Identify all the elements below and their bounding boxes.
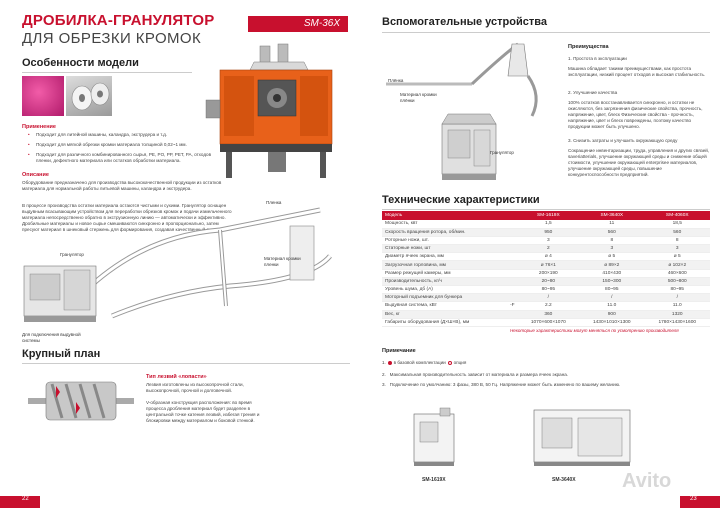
table-cell: Роторные ножи, шт. xyxy=(382,236,518,244)
table-cell: 1070×600×1070 xyxy=(518,318,579,326)
table-cell: 2.2 xyxy=(518,302,579,310)
table-cell: / xyxy=(645,294,711,302)
aux-label-film: Плёнка xyxy=(388,78,404,83)
table-cell: 1780×1430×1600 xyxy=(645,318,711,326)
table-cell: 11 xyxy=(579,220,644,228)
table-cell: 11.0 xyxy=(579,302,644,310)
application-item: • Подходит для мягкой обрезки кромки материала толщиной 0,02~1 мм. xyxy=(26,142,201,148)
table-cell: 1430×1010×1300 xyxy=(579,318,644,326)
table-cell: 500~800 xyxy=(645,277,711,285)
table-cell: ø 102×2 xyxy=(645,261,711,269)
table-cell: Выдувная система, кВт -F xyxy=(382,302,518,310)
diagram-label-film: Пленка xyxy=(266,200,282,205)
table-cell: 950 xyxy=(518,228,579,236)
adv-2-title: 2. Улучшение качества xyxy=(568,90,618,95)
table-row xyxy=(382,269,710,277)
table-cell: 11.0 xyxy=(645,302,711,310)
table-row xyxy=(382,310,710,318)
table-cell: ø 89×2 xyxy=(579,261,644,269)
note-2: 2. Максимальная производительность зависит от материала и размера ячеек экрана. xyxy=(382,372,569,377)
table-header: Модель xyxy=(382,211,518,220)
footer-bar xyxy=(680,496,720,508)
table-cell: Размер режущей камеры, мм xyxy=(382,269,518,277)
adv-1-title: 1. Простота в эксплуатации xyxy=(568,56,627,61)
table-cell: 8 xyxy=(579,236,644,244)
footer-bar xyxy=(0,496,40,508)
divider xyxy=(382,209,710,210)
table-cell: 8 xyxy=(645,236,711,244)
table-cell: Загрузочная горловина, мм xyxy=(382,261,518,269)
notes-heading: Примечание xyxy=(382,348,416,354)
aux-label-material: Материал кромки плёнки xyxy=(400,92,437,103)
table-cell: Статорные ножи, шт xyxy=(382,245,518,253)
application-item: • Подходит для различного комбинированного сырья, PE, PO, PP, PET, PA, отходов пленки, дефектного материала или остатков обработки материала. xyxy=(26,152,216,164)
table-row xyxy=(382,236,710,244)
application-heading: Применение xyxy=(22,124,56,130)
table-row xyxy=(382,253,710,261)
adv-2-text: 100% остатков восстанавливается синхронно, и остатки не окисляются, без загрязнения физические свойства, прочность, напряжение, цвет, блеск Физические свойства - прочность, напряжение, цвет и блеск повреждены, поэтому качество продукции может быть улучшено. xyxy=(568,100,703,129)
divider xyxy=(382,32,710,33)
process-diagram xyxy=(20,196,350,340)
diagram-label-material: Материал кромки пленки xyxy=(264,256,301,267)
adv-1-text: Машина обладает такими преимуществами, как простота эксплуатации, низкий процент отходов и высокая стабильность. xyxy=(568,66,706,77)
table-cell: 460×600 xyxy=(645,269,711,277)
application-item: • Подходит для литейной машины, каландра, экструдера и т.д. xyxy=(26,132,201,138)
pink-granules-photo xyxy=(22,76,64,116)
table-cell: Мощность, квт xyxy=(382,220,518,228)
watermark: Avito xyxy=(622,470,672,492)
blade-p1: Лезвия изготовлены из высокопрочной стали, высокопрочной, прочной и долговечной. xyxy=(146,382,244,393)
divider xyxy=(22,363,350,364)
description-p2: В процессе производства остатки материала остаются чистыми и сухими. Гранулятор оснащен выдувным всасывающим устройством для переработки обрезков кромок и подачи измельченного материала непосредственно обратно в экструзионную линию — автоматически и эффективно. Дробильные материалы и новое сырье смешиваются синхронно и пропорционально, затем пресуют материал в шнековый стержень для формирования, создавая качественный продукт. xyxy=(22,203,232,232)
aux-diagram xyxy=(382,36,558,186)
description-heading: Описание xyxy=(22,172,49,178)
diagram-label-blow: Для подключения выдувной системы xyxy=(22,332,81,343)
table-cell: ø 5 xyxy=(645,253,711,261)
table-header: SM-4060X xyxy=(645,211,711,220)
model-label-1: SM-1619X xyxy=(422,477,446,483)
table-row xyxy=(382,277,710,285)
page-number: 22 xyxy=(22,496,29,502)
table-cell: 20~80 xyxy=(518,277,579,285)
table-header: SM-3640X xyxy=(579,211,644,220)
table-cell: Скорость вращения ротора, об/мин. xyxy=(382,228,518,236)
blade-p2: V-образная конструкция расположения: во время процесса дробления материал будет разделен в центральной точке катения лезвий, избегая трения и блокировки между материалом и боковой стенкой. xyxy=(146,400,260,423)
table-cell: 80~95 xyxy=(518,286,579,294)
table-cell: ø 5 xyxy=(579,253,644,261)
advantages-heading: Преимущества xyxy=(568,44,609,50)
page-subtitle: ДЛЯ ОБРЕЗКИ КРОМОК xyxy=(22,30,202,47)
table-row xyxy=(382,286,710,294)
table-cell: 150~300 xyxy=(579,277,644,285)
table-cell: 80~95 xyxy=(645,286,711,294)
divider xyxy=(22,72,192,73)
note-1: 1. в базовой комплектации опция xyxy=(382,360,467,365)
right-page xyxy=(360,0,720,508)
included-dot-icon xyxy=(388,361,392,365)
closeup-heading: Крупный план xyxy=(22,348,101,360)
diagram-label-granulator: Гранулятор xyxy=(60,252,84,257)
table-row xyxy=(382,228,710,236)
table-cell: Моторный подъемник для бункера xyxy=(382,294,518,302)
blade-rotor-illustration xyxy=(26,372,136,430)
table-row xyxy=(382,318,710,326)
table-cell: Габариты оборудования (Д×Ш×В), мм xyxy=(382,318,518,326)
table-row xyxy=(382,220,710,228)
table-cell: 1,5 xyxy=(518,220,579,228)
row-suffix: -F xyxy=(510,303,515,309)
granulator-machine-illustration xyxy=(196,40,356,190)
table-cell: Производительность, кг/ч xyxy=(382,277,518,285)
film-rolls-icon xyxy=(66,76,112,116)
table-cell: 18,5 xyxy=(645,220,711,228)
page-title: ДРОБИЛКА-ГРАНУЛЯТОР xyxy=(22,12,215,29)
table-cell: 900 xyxy=(579,310,644,318)
table-cell: / xyxy=(518,294,579,302)
table-cell: ø 76×1 xyxy=(518,261,579,269)
table-cell: Вес, кг xyxy=(382,310,518,318)
table-cell: 3 xyxy=(579,245,644,253)
film-rolls-photo xyxy=(66,76,112,116)
table-cell: 410×430 xyxy=(579,269,644,277)
table-cell: / xyxy=(579,294,644,302)
description-p1: Оборудование предназначено для производства высококачественной продукции из остатков материала для нормальной работы литьевой машины, каландра и экструдера. xyxy=(22,180,222,191)
table-cell: 560 xyxy=(645,228,711,236)
table-row xyxy=(382,261,710,269)
table-row xyxy=(382,245,710,253)
table-cell: Диаметр ячеек экрана, мм xyxy=(382,253,518,261)
specs-table xyxy=(382,211,710,327)
model-drawings xyxy=(400,404,640,474)
table-cell: 3 xyxy=(645,245,711,253)
table-cell: Уровень шума, дб (А) xyxy=(382,286,518,294)
table-cell: 360 xyxy=(518,310,579,318)
table-header-row xyxy=(382,211,710,220)
features-heading: Особенности модели xyxy=(22,57,139,69)
table-header: SM-1619X xyxy=(518,211,579,220)
table-cell: 3 xyxy=(518,236,579,244)
aux-heading: Вспомогательные устройства xyxy=(382,16,547,28)
table-note: Некоторые характеристики могут меняться по усмотрению производителя xyxy=(510,328,679,333)
table-row xyxy=(382,294,710,302)
note-3: 3. Подключение по умолчанию: 3 фазы, 380 В, 50 Гц. Напряжение может быть изменено по вашему желанию. xyxy=(382,382,621,387)
adv-3-title: 3. Снизить затраты и улучшить окружающую среду xyxy=(568,138,678,143)
table-cell: 1320 xyxy=(645,310,711,318)
specs-heading: Технические характеристики xyxy=(382,194,540,206)
table-row xyxy=(382,302,710,310)
table-cell: 200×190 xyxy=(518,269,579,277)
option-dot-icon xyxy=(448,361,452,365)
blade-heading: Тип лезвий «лопасти» xyxy=(146,374,207,380)
table-cell: ø 4 xyxy=(518,253,579,261)
adv-3-text: Сокращение инвентаризации, труда, управления и других связей, saveriatterials, улучшение окружающей среды и снижение общей стоимости, улучшение окружающей enterprisee материалов, улучшение окружающей среды, повышение конкурентоспособности предприятий. xyxy=(568,148,710,177)
table-cell: 2 xyxy=(518,245,579,253)
model-badge: SM-36X xyxy=(248,16,348,32)
model-label-2: SM-3640X xyxy=(552,477,576,483)
table-cell: 80~95 xyxy=(579,286,644,294)
table-cell: 560 xyxy=(579,228,644,236)
aux-label-granulator: Гранулятор xyxy=(490,150,514,155)
page-number: 23 xyxy=(690,496,697,502)
